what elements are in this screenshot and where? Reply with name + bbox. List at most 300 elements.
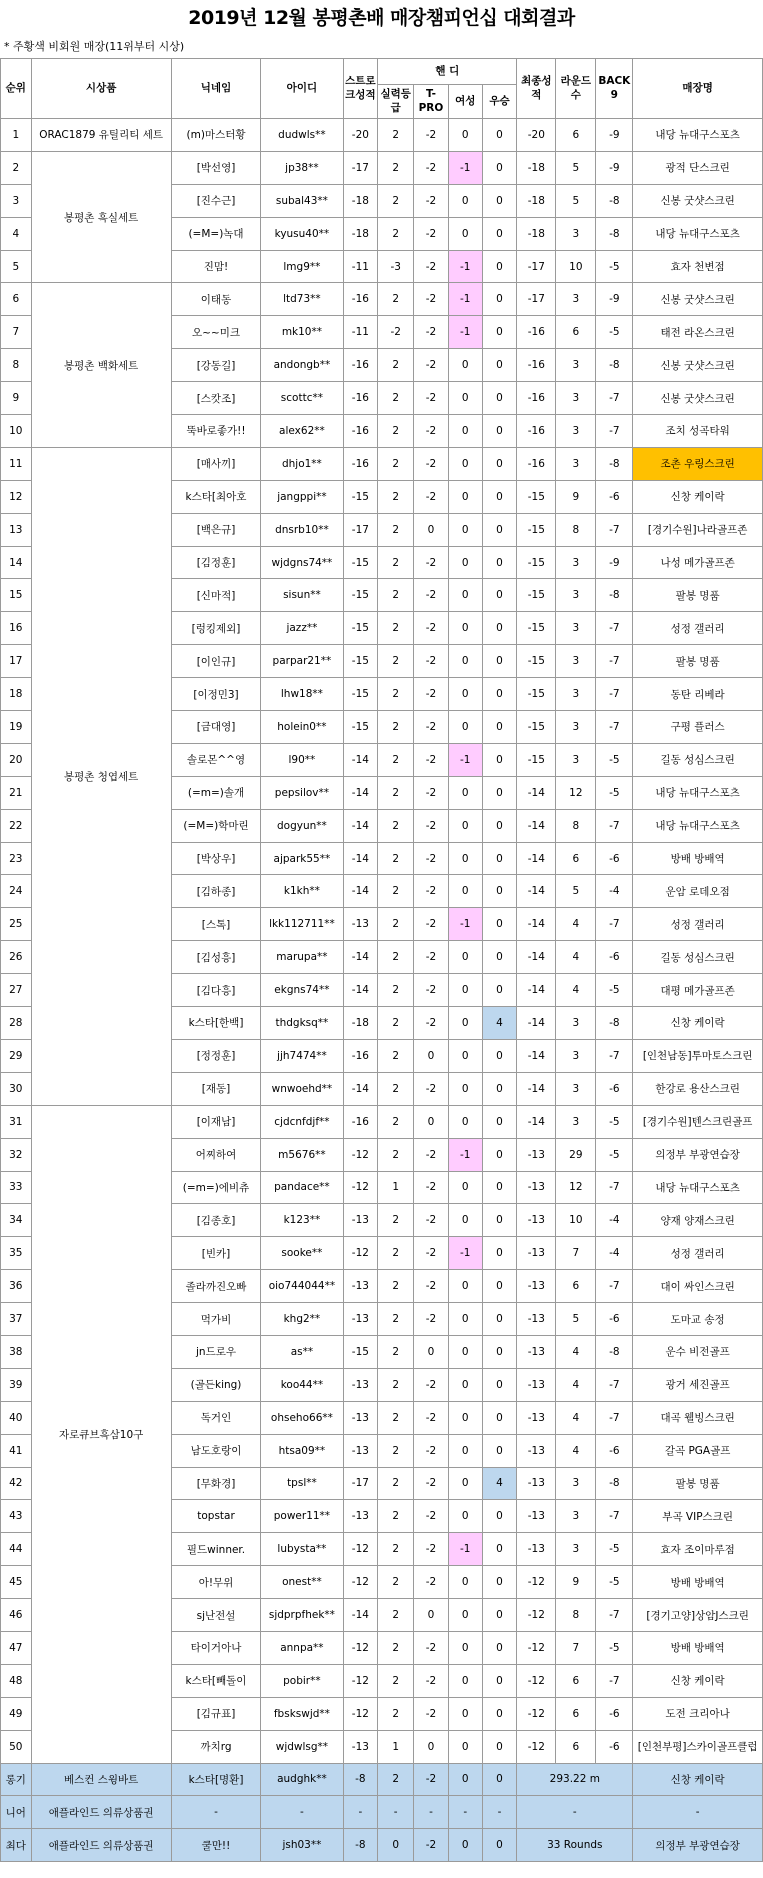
skill-cell: 2 bbox=[378, 1138, 414, 1171]
tpro-cell: -2 bbox=[414, 1664, 449, 1697]
female-cell: 0 bbox=[448, 1270, 482, 1303]
tpro-cell: -2 bbox=[414, 349, 449, 382]
award-store-cell: 신창 케이락 bbox=[633, 1763, 763, 1796]
rank-cell: 15 bbox=[1, 579, 32, 612]
win-cell: 0 bbox=[482, 1533, 517, 1566]
skill-cell: 2 bbox=[378, 1335, 414, 1368]
back9-cell: -7 bbox=[596, 908, 633, 941]
id-cell: dhjo1** bbox=[261, 447, 343, 480]
win-cell: 0 bbox=[482, 579, 517, 612]
skill-cell: 2 bbox=[378, 1303, 414, 1336]
rank-cell: 35 bbox=[1, 1237, 32, 1270]
female-cell: 0 bbox=[448, 612, 482, 645]
award-female-cell: - bbox=[448, 1796, 482, 1829]
rank-cell: 4 bbox=[1, 217, 32, 250]
header-hc-tpro: T-PRO bbox=[414, 85, 449, 119]
results-table bbox=[0, 58, 763, 1862]
skill-cell: 2 bbox=[378, 1533, 414, 1566]
win-cell: 0 bbox=[482, 842, 517, 875]
award-stroke-cell: - bbox=[343, 1796, 378, 1829]
tpro-cell: -2 bbox=[414, 1138, 449, 1171]
final-cell: -13 bbox=[517, 1500, 556, 1533]
stroke-cell: -16 bbox=[343, 283, 378, 316]
header-rounds: 라운드수 bbox=[556, 59, 596, 119]
stroke-cell: -15 bbox=[343, 1335, 378, 1368]
award-id-cell: audghk** bbox=[261, 1763, 343, 1796]
rounds-cell: 3 bbox=[556, 415, 596, 448]
store-cell: 내당 뉴대구스포츠 bbox=[633, 1171, 763, 1204]
award-stroke-cell: -8 bbox=[343, 1763, 378, 1796]
id-cell: alex62** bbox=[261, 415, 343, 448]
back9-cell: -6 bbox=[596, 1072, 633, 1105]
nickname-cell: k스타[빼돌이 bbox=[171, 1664, 261, 1697]
id-cell: m5676** bbox=[261, 1138, 343, 1171]
final-cell: -14 bbox=[517, 1039, 556, 1072]
skill-cell: 2 bbox=[378, 974, 414, 1007]
back9-cell: -5 bbox=[596, 776, 633, 809]
skill-cell: 2 bbox=[378, 711, 414, 744]
rounds-cell: 6 bbox=[556, 1664, 596, 1697]
final-cell: -20 bbox=[517, 119, 556, 152]
final-cell: -13 bbox=[517, 1434, 556, 1467]
tpro-cell: -2 bbox=[414, 743, 449, 776]
female-cell: 0 bbox=[448, 1039, 482, 1072]
skill-cell: 2 bbox=[378, 743, 414, 776]
skill-cell: 2 bbox=[378, 1204, 414, 1237]
header-rank: 순위 bbox=[1, 59, 32, 119]
skill-cell: 2 bbox=[378, 415, 414, 448]
stroke-cell: -14 bbox=[343, 743, 378, 776]
tpro-cell: -2 bbox=[414, 579, 449, 612]
table-row bbox=[1, 283, 763, 316]
win-cell: 0 bbox=[482, 1138, 517, 1171]
stroke-cell: -15 bbox=[343, 678, 378, 711]
back9-cell: -8 bbox=[596, 1335, 633, 1368]
id-cell: as** bbox=[261, 1335, 343, 1368]
nickname-cell: [김정훈] bbox=[171, 546, 261, 579]
rounds-cell: 6 bbox=[556, 1270, 596, 1303]
win-cell: 0 bbox=[482, 283, 517, 316]
rank-cell: 10 bbox=[1, 415, 32, 448]
skill-cell: 2 bbox=[378, 1664, 414, 1697]
id-cell: parpar21** bbox=[261, 645, 343, 678]
tpro-cell: -2 bbox=[414, 1467, 449, 1500]
id-cell: dogyun** bbox=[261, 809, 343, 842]
tpro-cell: -2 bbox=[414, 974, 449, 1007]
back9-cell: -5 bbox=[596, 316, 633, 349]
win-cell: 0 bbox=[482, 1730, 517, 1763]
header-store: 매장명 bbox=[633, 59, 763, 119]
tpro-cell: 0 bbox=[414, 1105, 449, 1138]
final-cell: -18 bbox=[517, 151, 556, 184]
skill-cell: 2 bbox=[378, 1270, 414, 1303]
id-cell: annpa** bbox=[261, 1631, 343, 1664]
female-cell: 0 bbox=[448, 119, 482, 152]
award-row bbox=[1, 1829, 763, 1862]
id-cell: jazz** bbox=[261, 612, 343, 645]
win-cell: 4 bbox=[482, 1007, 517, 1040]
back9-cell: -7 bbox=[596, 513, 633, 546]
award-nickname-cell: - bbox=[171, 1796, 261, 1829]
id-cell: power11** bbox=[261, 1500, 343, 1533]
rounds-cell: 3 bbox=[556, 447, 596, 480]
table-row bbox=[1, 119, 763, 152]
stroke-cell: -16 bbox=[343, 415, 378, 448]
female-cell: 0 bbox=[448, 645, 482, 678]
id-cell: koo44** bbox=[261, 1368, 343, 1401]
female-cell: 0 bbox=[448, 1434, 482, 1467]
female-cell: 0 bbox=[448, 1697, 482, 1730]
win-cell: 0 bbox=[482, 480, 517, 513]
stroke-cell: -13 bbox=[343, 1401, 378, 1434]
rounds-cell: 8 bbox=[556, 809, 596, 842]
final-cell: -14 bbox=[517, 1007, 556, 1040]
back9-cell: -7 bbox=[596, 382, 633, 415]
prize-group-cell: 봉평촌 청엽세트 bbox=[31, 447, 171, 1105]
rank-cell: 23 bbox=[1, 842, 32, 875]
stroke-cell: -13 bbox=[343, 1204, 378, 1237]
rank-cell: 5 bbox=[1, 250, 32, 283]
nickname-cell: 어찌하여 bbox=[171, 1138, 261, 1171]
id-cell: dudwls** bbox=[261, 119, 343, 152]
back9-cell: -8 bbox=[596, 579, 633, 612]
final-cell: -14 bbox=[517, 908, 556, 941]
female-cell: 0 bbox=[448, 875, 482, 908]
female-cell: 0 bbox=[448, 1467, 482, 1500]
rank-cell: 8 bbox=[1, 349, 32, 382]
skill-cell: 2 bbox=[378, 678, 414, 711]
skill-cell: 2 bbox=[378, 1007, 414, 1040]
back9-cell: -7 bbox=[596, 1500, 633, 1533]
rounds-cell: 8 bbox=[556, 513, 596, 546]
stroke-cell: -14 bbox=[343, 941, 378, 974]
store-cell: 성정 갤러리 bbox=[633, 612, 763, 645]
female-cell: 0 bbox=[448, 974, 482, 1007]
final-cell: -15 bbox=[517, 513, 556, 546]
back9-cell: -9 bbox=[596, 283, 633, 316]
store-cell: 신봉 굿샷스크린 bbox=[633, 349, 763, 382]
tpro-cell: -2 bbox=[414, 1303, 449, 1336]
table-row bbox=[1, 447, 763, 480]
award-store-cell: 의정부 부광연습장 bbox=[633, 1829, 763, 1862]
skill-cell: 2 bbox=[378, 1599, 414, 1632]
win-cell: 0 bbox=[482, 184, 517, 217]
store-cell: 대평 메가골프존 bbox=[633, 974, 763, 1007]
stroke-cell: -15 bbox=[343, 711, 378, 744]
rounds-cell: 3 bbox=[556, 546, 596, 579]
nickname-cell: 먹가비 bbox=[171, 1303, 261, 1336]
rank-cell: 50 bbox=[1, 1730, 32, 1763]
rounds-cell: 8 bbox=[556, 1599, 596, 1632]
rank-cell: 27 bbox=[1, 974, 32, 1007]
female-cell: 0 bbox=[448, 1368, 482, 1401]
female-cell: 0 bbox=[448, 711, 482, 744]
header-handicap: 핸 디 bbox=[378, 59, 517, 85]
back9-cell: -7 bbox=[596, 415, 633, 448]
final-cell: -12 bbox=[517, 1697, 556, 1730]
nickname-cell: [진수근] bbox=[171, 184, 261, 217]
win-cell: 0 bbox=[482, 678, 517, 711]
skill-cell: -3 bbox=[378, 250, 414, 283]
skill-cell: 2 bbox=[378, 1566, 414, 1599]
award-female-cell: 0 bbox=[448, 1829, 482, 1862]
win-cell: 0 bbox=[482, 316, 517, 349]
female-cell: 0 bbox=[448, 1500, 482, 1533]
skill-cell: 2 bbox=[378, 283, 414, 316]
final-cell: -15 bbox=[517, 612, 556, 645]
back9-cell: -7 bbox=[596, 1368, 633, 1401]
skill-cell: 2 bbox=[378, 447, 414, 480]
win-cell: 0 bbox=[482, 415, 517, 448]
rank-cell: 48 bbox=[1, 1664, 32, 1697]
tpro-cell: -2 bbox=[414, 119, 449, 152]
nickname-cell: [강동길] bbox=[171, 349, 261, 382]
female-cell: 0 bbox=[448, 382, 482, 415]
win-cell: 0 bbox=[482, 1368, 517, 1401]
rank-cell: 44 bbox=[1, 1533, 32, 1566]
stroke-cell: -14 bbox=[343, 809, 378, 842]
store-cell: 광적 단스크린 bbox=[633, 151, 763, 184]
id-cell: subal43** bbox=[261, 184, 343, 217]
nickname-cell: [박상우] bbox=[171, 842, 261, 875]
rank-cell: 38 bbox=[1, 1335, 32, 1368]
rank-cell: 30 bbox=[1, 1072, 32, 1105]
rank-cell: 17 bbox=[1, 645, 32, 678]
award-tpro-cell: -2 bbox=[414, 1829, 449, 1862]
store-cell: 갈곡 PGA골프 bbox=[633, 1434, 763, 1467]
store-cell: 신창 케이락 bbox=[633, 1664, 763, 1697]
id-cell: khg2** bbox=[261, 1303, 343, 1336]
female-cell: 0 bbox=[448, 1599, 482, 1632]
back9-cell: -5 bbox=[596, 1105, 633, 1138]
stroke-cell: -13 bbox=[343, 1303, 378, 1336]
rank-cell: 41 bbox=[1, 1434, 32, 1467]
female-cell: 0 bbox=[448, 447, 482, 480]
win-cell: 0 bbox=[482, 1631, 517, 1664]
id-cell: lubysta** bbox=[261, 1533, 343, 1566]
female-cell: -1 bbox=[448, 1533, 482, 1566]
store-cell: 나성 메가골프존 bbox=[633, 546, 763, 579]
win-cell: 4 bbox=[482, 1467, 517, 1500]
rounds-cell: 3 bbox=[556, 1467, 596, 1500]
skill-cell: 2 bbox=[378, 1237, 414, 1270]
rank-cell: 49 bbox=[1, 1697, 32, 1730]
store-cell: 성정 갤러리 bbox=[633, 908, 763, 941]
rounds-cell: 3 bbox=[556, 283, 596, 316]
skill-cell: 2 bbox=[378, 645, 414, 678]
rank-cell: 13 bbox=[1, 513, 32, 546]
store-cell: 성정 갤러리 bbox=[633, 1237, 763, 1270]
skill-cell: 2 bbox=[378, 349, 414, 382]
final-cell: -14 bbox=[517, 941, 556, 974]
win-cell: 0 bbox=[482, 349, 517, 382]
win-cell: 0 bbox=[482, 612, 517, 645]
store-cell: 효자 조이마루점 bbox=[633, 1533, 763, 1566]
store-cell: 신창 케이락 bbox=[633, 480, 763, 513]
id-cell: tpsl** bbox=[261, 1467, 343, 1500]
tpro-cell: -2 bbox=[414, 1631, 449, 1664]
win-cell: 0 bbox=[482, 875, 517, 908]
back9-cell: -7 bbox=[596, 645, 633, 678]
rounds-cell: 10 bbox=[556, 250, 596, 283]
nickname-cell: (m)마스터황 bbox=[171, 119, 261, 152]
stroke-cell: -12 bbox=[343, 1138, 378, 1171]
id-cell: dnsrb10** bbox=[261, 513, 343, 546]
tpro-cell: -2 bbox=[414, 250, 449, 283]
tpro-cell: -2 bbox=[414, 151, 449, 184]
rank-cell: 43 bbox=[1, 1500, 32, 1533]
stroke-cell: -12 bbox=[343, 1237, 378, 1270]
final-cell: -13 bbox=[517, 1467, 556, 1500]
nickname-cell: [매사끼] bbox=[171, 447, 261, 480]
store-cell: 내당 뉴대구스포츠 bbox=[633, 217, 763, 250]
rounds-cell: 3 bbox=[556, 1072, 596, 1105]
stroke-cell: -15 bbox=[343, 645, 378, 678]
nickname-cell: jn드로우 bbox=[171, 1335, 261, 1368]
tpro-cell: -2 bbox=[414, 776, 449, 809]
rounds-cell: 4 bbox=[556, 908, 596, 941]
rank-cell: 46 bbox=[1, 1599, 32, 1632]
store-cell: 양재 양재스크린 bbox=[633, 1204, 763, 1237]
nickname-cell: [김다흥] bbox=[171, 974, 261, 1007]
final-cell: -14 bbox=[517, 809, 556, 842]
nickname-cell: [김하종] bbox=[171, 875, 261, 908]
female-cell: 0 bbox=[448, 1303, 482, 1336]
tpro-cell: -2 bbox=[414, 1401, 449, 1434]
header-hc-skill: 실력등급 bbox=[378, 85, 414, 119]
header-hc-female: 여성 bbox=[448, 85, 482, 119]
stroke-cell: -15 bbox=[343, 612, 378, 645]
id-cell: l90** bbox=[261, 743, 343, 776]
back9-cell: -5 bbox=[596, 1138, 633, 1171]
stroke-cell: -13 bbox=[343, 1434, 378, 1467]
stroke-cell: -18 bbox=[343, 217, 378, 250]
back9-cell: -7 bbox=[596, 711, 633, 744]
store-cell: 신봉 굿샷스크린 bbox=[633, 382, 763, 415]
id-cell: lkk112711** bbox=[261, 908, 343, 941]
rounds-cell: 3 bbox=[556, 678, 596, 711]
rank-cell: 45 bbox=[1, 1566, 32, 1599]
id-cell: andongb** bbox=[261, 349, 343, 382]
nickname-cell: [금대영] bbox=[171, 711, 261, 744]
female-cell: -1 bbox=[448, 250, 482, 283]
final-cell: -14 bbox=[517, 974, 556, 1007]
skill-cell: 2 bbox=[378, 1500, 414, 1533]
rounds-cell: 4 bbox=[556, 941, 596, 974]
store-cell: [인천남동]투마토스크린 bbox=[633, 1039, 763, 1072]
tpro-cell: -2 bbox=[414, 1237, 449, 1270]
rounds-cell: 3 bbox=[556, 579, 596, 612]
back9-cell: -8 bbox=[596, 447, 633, 480]
rank-cell: 22 bbox=[1, 809, 32, 842]
back9-cell: -7 bbox=[596, 1171, 633, 1204]
back9-cell: -7 bbox=[596, 1039, 633, 1072]
store-cell: [경기고양]상암J스크린 bbox=[633, 1599, 763, 1632]
store-cell: 효자 천변점 bbox=[633, 250, 763, 283]
final-cell: -17 bbox=[517, 250, 556, 283]
back9-cell: -5 bbox=[596, 1566, 633, 1599]
award-prize-cell: 애플라인드 의류상품권 bbox=[31, 1796, 171, 1829]
nickname-cell: 아!무위 bbox=[171, 1566, 261, 1599]
legend-note: * 주황색 비회원 매장(11위부터 시상) bbox=[4, 40, 185, 53]
id-cell: thdgksq** bbox=[261, 1007, 343, 1040]
rounds-cell: 3 bbox=[556, 1007, 596, 1040]
stroke-cell: -13 bbox=[343, 1500, 378, 1533]
female-cell: -1 bbox=[448, 1138, 482, 1171]
female-cell: 0 bbox=[448, 776, 482, 809]
back9-cell: -7 bbox=[596, 1401, 633, 1434]
award-win-cell: - bbox=[482, 1796, 517, 1829]
rank-cell: 37 bbox=[1, 1303, 32, 1336]
rank-cell: 25 bbox=[1, 908, 32, 941]
award-id-cell: jsh03** bbox=[261, 1829, 343, 1862]
nickname-cell: [이인규] bbox=[171, 645, 261, 678]
final-cell: -15 bbox=[517, 711, 556, 744]
skill-cell: 2 bbox=[378, 1434, 414, 1467]
rounds-cell: 3 bbox=[556, 711, 596, 744]
final-cell: -14 bbox=[517, 842, 556, 875]
nickname-cell: (=M=)녹대 bbox=[171, 217, 261, 250]
final-cell: -14 bbox=[517, 875, 556, 908]
page-title: 2019년 12월 봉평촌배 매장챔피언십 대회결과 bbox=[188, 7, 575, 29]
female-cell: 0 bbox=[448, 809, 482, 842]
rank-cell: 32 bbox=[1, 1138, 32, 1171]
female-cell: 0 bbox=[448, 579, 482, 612]
award-row bbox=[1, 1796, 763, 1829]
award-prize-cell: 애플라인드 의류상품권 bbox=[31, 1829, 171, 1862]
win-cell: 0 bbox=[482, 908, 517, 941]
tpro-cell: -2 bbox=[414, 415, 449, 448]
award-stroke-cell: -8 bbox=[343, 1829, 378, 1862]
rounds-cell: 4 bbox=[556, 1368, 596, 1401]
rounds-cell: 3 bbox=[556, 743, 596, 776]
stroke-cell: -13 bbox=[343, 1368, 378, 1401]
skill-cell: 2 bbox=[378, 1697, 414, 1730]
final-cell: -15 bbox=[517, 579, 556, 612]
win-cell: 0 bbox=[482, 1500, 517, 1533]
tpro-cell: -2 bbox=[414, 316, 449, 349]
final-cell: -14 bbox=[517, 1105, 556, 1138]
tpro-cell: 0 bbox=[414, 1039, 449, 1072]
nickname-cell: 솔로몬^^영 bbox=[171, 743, 261, 776]
tpro-cell: -2 bbox=[414, 1270, 449, 1303]
rank-cell: 16 bbox=[1, 612, 32, 645]
tpro-cell: -2 bbox=[414, 678, 449, 711]
win-cell: 0 bbox=[482, 119, 517, 152]
skill-cell: 2 bbox=[378, 119, 414, 152]
win-cell: 0 bbox=[482, 776, 517, 809]
nickname-cell: [백은규] bbox=[171, 513, 261, 546]
id-cell: wjdwlsg** bbox=[261, 1730, 343, 1763]
final-cell: -16 bbox=[517, 447, 556, 480]
final-cell: -15 bbox=[517, 678, 556, 711]
female-cell: 0 bbox=[448, 1072, 482, 1105]
back9-cell: -7 bbox=[596, 1599, 633, 1632]
rounds-cell: 7 bbox=[556, 1631, 596, 1664]
skill-cell: 2 bbox=[378, 480, 414, 513]
id-cell: ekgns74** bbox=[261, 974, 343, 1007]
tpro-cell: 0 bbox=[414, 1730, 449, 1763]
win-cell: 0 bbox=[482, 217, 517, 250]
award-tpro-cell: - bbox=[414, 1796, 449, 1829]
nickname-cell: topstar bbox=[171, 1500, 261, 1533]
win-cell: 0 bbox=[482, 1237, 517, 1270]
id-cell: oio744044** bbox=[261, 1270, 343, 1303]
store-cell: 대이 싸인스크린 bbox=[633, 1270, 763, 1303]
back9-cell: -8 bbox=[596, 217, 633, 250]
table-row bbox=[1, 1105, 763, 1138]
rank-cell: 39 bbox=[1, 1368, 32, 1401]
